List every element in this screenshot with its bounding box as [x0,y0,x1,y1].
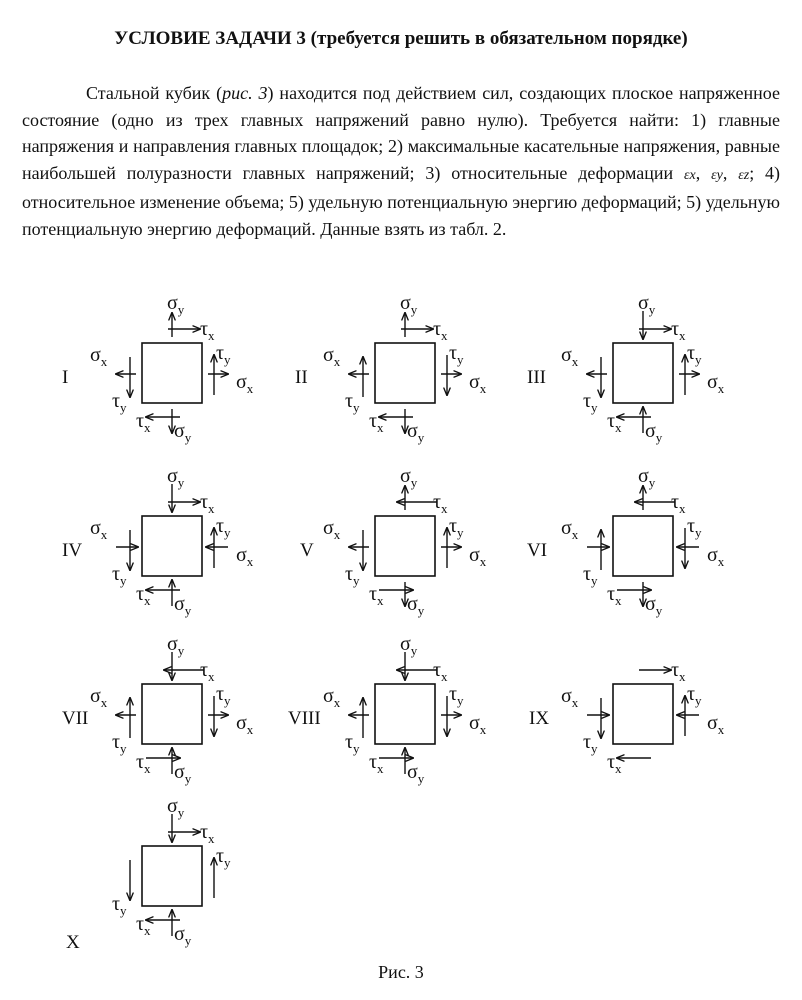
tau-x-top-label: $\tau_x$ [433,659,448,684]
sigma-y-bottom-label: $\sigma_y$ [407,593,425,618]
sigma-x-left-label: $\sigma_x$ [323,344,341,369]
cube-square [613,684,673,744]
para-body: ) находится под действием сил, создающих плоское напряженное состояние (одно из трех главных напряжений равно нулю). Требуется найти: 1) главные напряжения и направления главных площадок; 2) максимальные касательные напряжения, равные наибольшей полуразности главных напряжений; 3) относительные деформации [22,83,780,183]
tau-y-left-label: $\tau_y$ [345,563,360,588]
cube-square [613,516,673,576]
sigma-x-right-label: $\sigma_x$ [236,544,254,569]
cube-square [375,516,435,576]
tau-x-top-label: $\tau_x$ [200,491,215,516]
cube-square [142,684,202,744]
tau-y-right-label: $\tau_y$ [687,342,702,367]
tau-x-bottom-label: $\tau_x$ [607,583,622,608]
diagram-label: II [295,367,308,388]
diagram-label: X [66,932,80,953]
tau-y-left-label: $\tau_y$ [112,731,127,756]
sigma-y-top-label: $\sigma_y$ [400,465,418,490]
stress-element-1 [62,292,254,445]
tau-x-bottom-label: $\tau_x$ [369,410,384,435]
tau-y-right-label: $\tau_y$ [216,515,231,540]
tau-y-right-label: $\tau_y$ [216,845,231,870]
sigma-y-bottom-label: $\sigma_y$ [407,420,425,445]
tau-y-left-label: $\tau_y$ [345,731,360,756]
cube-square [375,343,435,403]
sigma-x-left-label: $\sigma_x$ [323,685,341,710]
sigma-y-bottom-label: $\sigma_y$ [407,761,425,786]
sigma-x-right-label: $\sigma_x$ [707,371,725,396]
tau-y-right-label: $\tau_y$ [687,515,702,540]
sigma-x-right-label: $\sigma_x$ [469,712,487,737]
tau-x-bottom-label: $\tau_x$ [136,751,151,776]
sigma-y-top-label: $\sigma_y$ [638,292,656,317]
sigma-y-top-label: $\sigma_y$ [400,292,418,317]
tau-y-right-label: $\tau_y$ [216,683,231,708]
stress-element-9 [529,659,725,776]
tau-x-bottom-label: $\tau_x$ [136,913,151,938]
task-paragraph: Стальной кубик (рис. 3) находится под действием сил, создающих плоское напряженное состояние (одно из трех главных напряжений равно нулю). Требуется найти: 1) главные напряжения и направления главных площадок; 2) максимальные касательные напряжения, равные наибольшей полуразности главных напряжений; 3) относительные деформации εx, εy, εz; 4) относительное изменение объема; 5) удельную потенциальную энергию деформаций; 5) удельную потенциальную энергию деформаций. Данные взять из табл. 2. [22,83,781,239]
stress-element-8 [288,633,487,786]
tau-y-left-label: $\tau_y$ [112,563,127,588]
sigma-x-left-label: $\sigma_x$ [323,517,341,542]
stress-element-4 [62,465,254,618]
tau-y-left-label: $\tau_y$ [583,390,598,415]
tau-x-bottom-label: $\tau_x$ [607,410,622,435]
sigma-y-top-label: $\sigma_y$ [167,465,185,490]
sigma-y-top-label: $\sigma_y$ [167,292,185,317]
tau-x-bottom-label: $\tau_x$ [369,583,384,608]
stress-element-6 [527,465,725,618]
tau-y-left-label: $\tau_y$ [583,563,598,588]
sigma-x-right-label: $\sigma_x$ [707,544,725,569]
sigma-y-bottom-label: $\sigma_y$ [174,593,192,618]
tau-y-right-label: $\tau_y$ [449,342,464,367]
tau-y-left-label: $\tau_y$ [583,731,598,756]
cube-square [142,846,202,906]
tau-x-bottom-label: $\tau_x$ [136,583,151,608]
tau-x-bottom-label: $\tau_x$ [136,410,151,435]
stress-element-5 [300,465,487,618]
sigma-x-left-label: $\sigma_x$ [90,344,108,369]
sigma-x-right-label: $\sigma_x$ [707,712,725,737]
tau-x-top-label: $\tau_x$ [671,491,686,516]
diagram-label: VIII [288,708,321,729]
epsilon-y: εy [711,167,723,183]
task-title: УСЛОВИЕ ЗАДАЧИ 3 (требуется решить в обязательном порядке) [114,28,688,49]
sigma-y-bottom-label: $\sigma_y$ [174,923,192,948]
sigma-x-left-label: $\sigma_x$ [561,685,579,710]
stress-element-3 [527,292,725,445]
stress-element-2 [295,292,487,445]
cube-square [375,684,435,744]
sigma-x-left-label: $\sigma_x$ [90,517,108,542]
diagram-label: VII [62,708,89,729]
sigma-y-top-label: $\sigma_y$ [638,465,656,490]
sigma-y-bottom-label: $\sigma_y$ [645,593,663,618]
cube-square [142,516,202,576]
diagram-label: V [300,540,314,561]
diagram-label: VI [527,540,548,561]
epsilon-z: εz [738,167,750,183]
diagram-label: III [527,367,546,388]
diagram-label: I [62,367,69,388]
tau-x-bottom-label: $\tau_x$ [369,751,384,776]
tau-x-bottom-label: $\tau_x$ [607,751,622,776]
tau-y-left-label: $\tau_y$ [112,893,127,918]
tau-y-left-label: $\tau_y$ [112,390,127,415]
sigma-y-bottom-label: $\sigma_y$ [174,420,192,445]
stress-element-7 [62,633,254,786]
figure-reference: рис. 3 [222,83,268,103]
para-start: Стальной кубик ( [86,83,223,103]
sigma-x-right-label: $\sigma_x$ [236,371,254,396]
sigma-x-right-label: $\sigma_x$ [469,544,487,569]
sigma-y-bottom-label: $\sigma_y$ [174,761,192,786]
tau-x-top-label: $\tau_x$ [200,821,215,846]
sigma-x-right-label: $\sigma_x$ [469,371,487,396]
sigma-y-bottom-label: $\sigma_y$ [645,420,663,445]
tau-y-right-label: $\tau_y$ [216,342,231,367]
diagram-label: IX [529,708,550,729]
tau-y-right-label: $\tau_y$ [687,683,702,708]
para-tail: ; 4) относительное изменение объема; 5) удельную потенциальную энергию деформаций; 5) удельную потенциальную энергию деформаций. Данные взять из табл. 2. [22,162,781,239]
sigma-x-left-label: $\sigma_x$ [561,517,579,542]
tau-x-top-label: $\tau_x$ [671,659,686,684]
sigma-x-left-label: $\sigma_x$ [90,685,108,710]
figure-caption: Рис. 3 [378,962,424,982]
stress-element-10 [66,795,231,953]
tau-x-top-label: $\tau_x$ [433,491,448,516]
sigma-x-right-label: $\sigma_x$ [236,712,254,737]
epsilon-x: εx [684,167,696,183]
sigma-y-top-label: $\sigma_y$ [167,633,185,658]
tau-x-top-label: $\tau_x$ [433,318,448,343]
cube-square [142,343,202,403]
tau-y-right-label: $\tau_y$ [449,515,464,540]
cube-square [613,343,673,403]
sigma-x-left-label: $\sigma_x$ [561,344,579,369]
tau-y-left-label: $\tau_y$ [345,390,360,415]
tau-x-top-label: $\tau_x$ [200,659,215,684]
sigma-y-top-label: $\sigma_y$ [400,633,418,658]
diagram-label: IV [62,540,83,561]
tau-y-right-label: $\tau_y$ [449,683,464,708]
tau-x-top-label: $\tau_x$ [200,318,215,343]
sigma-y-top-label: $\sigma_y$ [167,795,185,820]
tau-x-top-label: $\tau_x$ [671,318,686,343]
